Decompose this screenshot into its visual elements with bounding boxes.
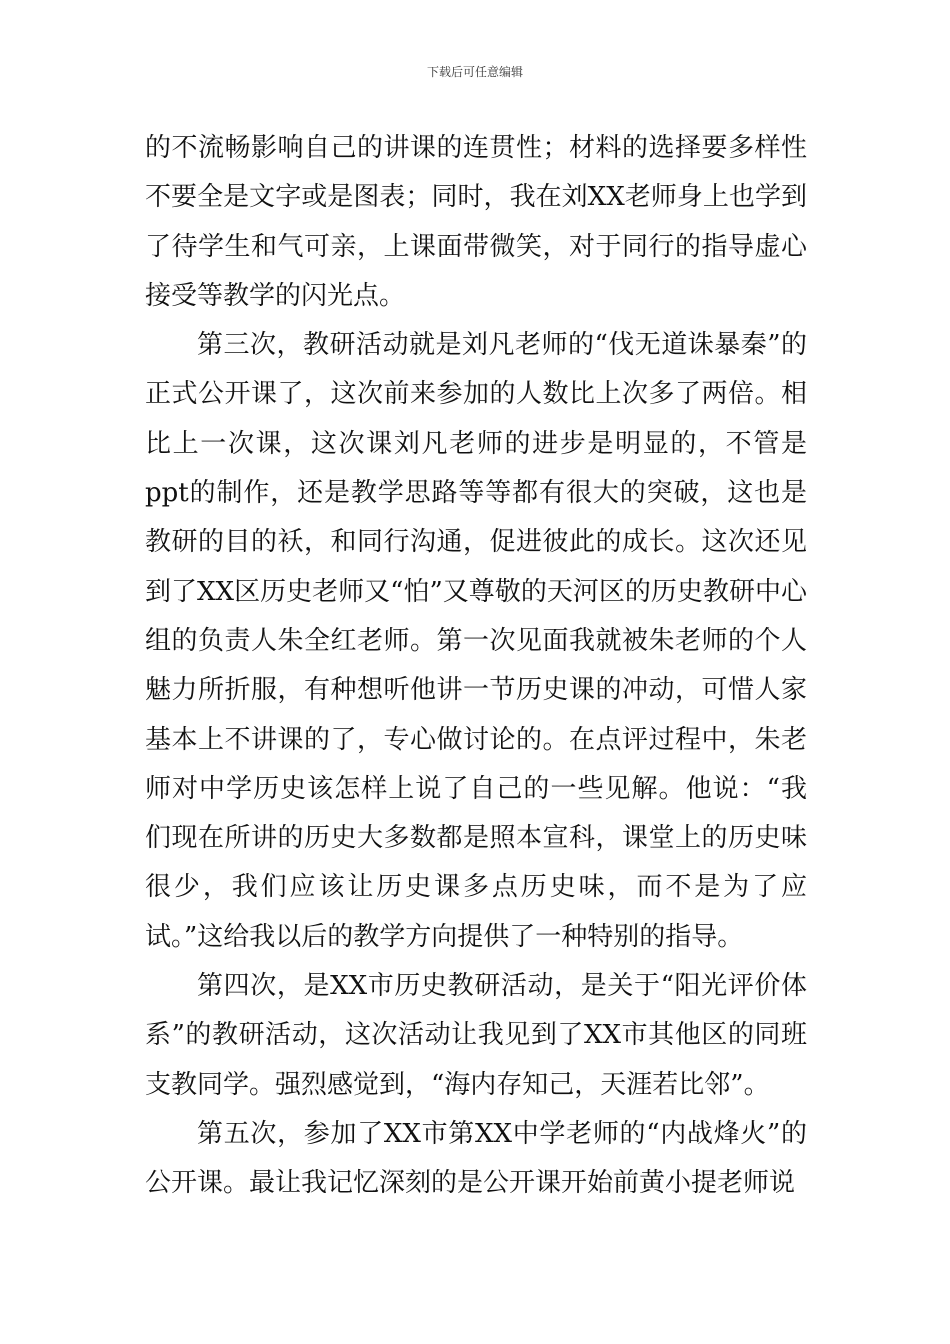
paragraph-third-session: 第三次，教研活动就是刘凡老师的“伐无道诛暴秦”的正式公开课了，这次前来参加的人数比上次多了两倍。相比上一次课，这次课刘凡老师的进步是明显的，不管是ppt的制作，还是教学思路等等都有很大的突破，这也是教研的目的袄，和同行沟通，促进彼此的成长。这次还见到了XX区历史老师又“怕”又尊敬的天河区的历史教研中心组的负责人朱全红老师。第一次见面我就被朱老师的个人魅力所折服，有种想听他讲一节历史课的冲动，可惜人家基本上不讲课的了，专心做讨论的。在点评过程中，朱老师对中学历史该怎样上说了自己的一些见解。他说：“我们现在所讲的历史大多数都是照本宣科，课堂上的历史味很少，我们应该让历史课多点历史味，而不是为了应试。”这给我以后的教学方向提供了一种特别的指导。 xyxy=(145,330,807,952)
document-body xyxy=(145,124,807,1209)
paragraph-fifth-session: 第五次，参加了XX市第XX中学老师的“内战烽火”的公开课。最让我记忆深刻的是公开课开始前黄小提老师说 xyxy=(145,1118,807,1199)
paragraph-fourth-session: 第四次，是XX市历史教研活动，是关于“阳光评价体系”的教研活动，这次活动让我见到了XX市其他区的同班支教同学。强烈感觉到，“海内存知己，天涯若比邻”。 xyxy=(145,971,807,1100)
paragraph-continuation: 的不流畅影响自己的讲课的连贯性；材料的选择要多样性不要全是文字或是图表；同时，我在刘XX老师身上也学到了待学生和气可亲，上课面带微笑，对于同行的指导虚心接受等教学的闪光点。 xyxy=(145,133,807,311)
page-header-note: 下载后可任意编辑 xyxy=(426,65,523,79)
